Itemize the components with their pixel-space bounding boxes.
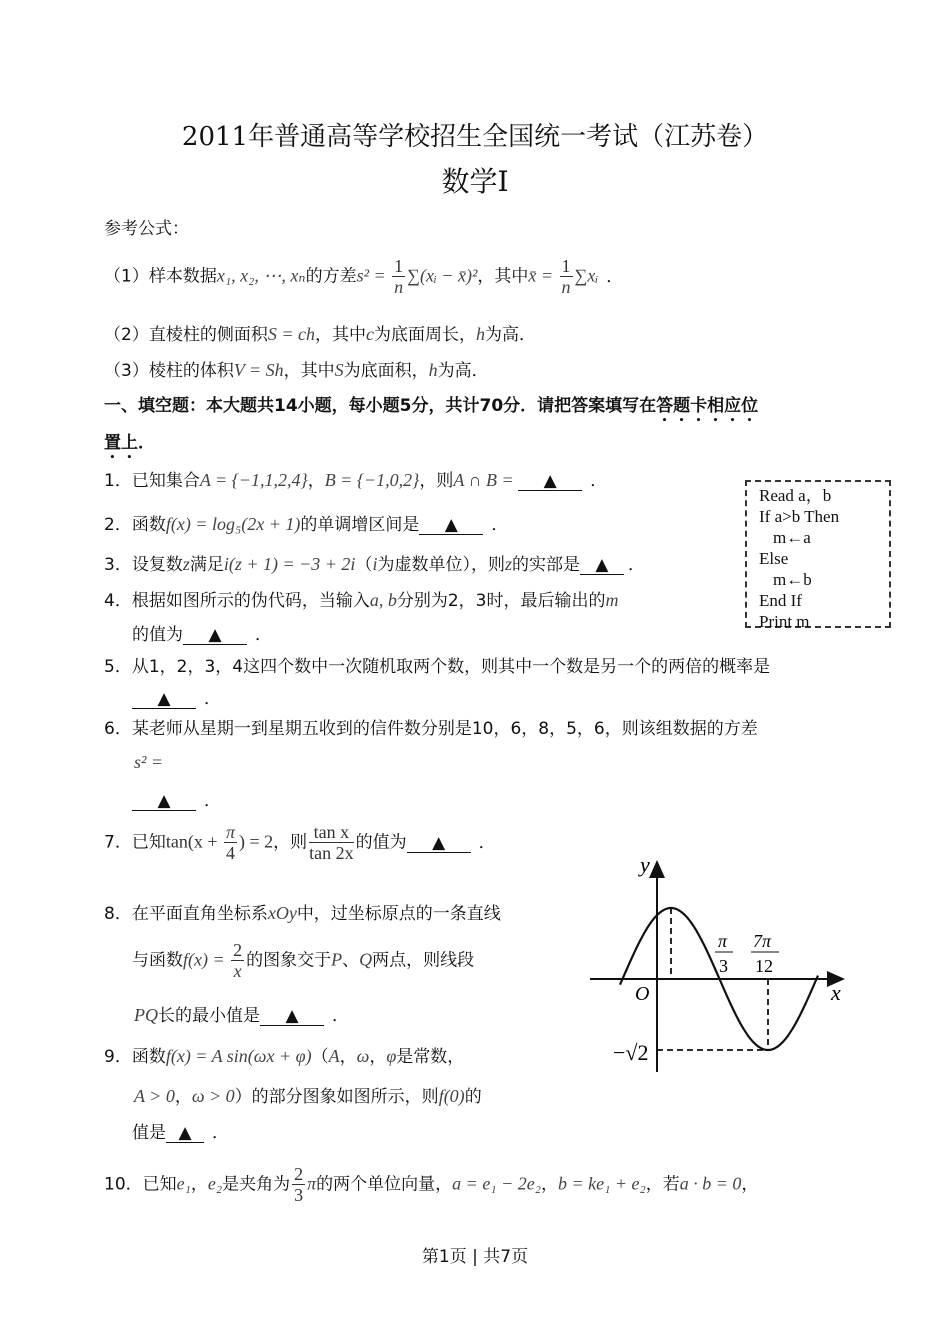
q8-text: 8．在平面直角坐标系	[104, 904, 268, 924]
page-subtitle: 数学Ⅰ	[441, 165, 509, 198]
pi-over-4	[224, 822, 237, 863]
mean-sum: ∑xᵢ	[574, 265, 599, 286]
question-4	[104, 586, 618, 611]
f-of-0: f(0)	[438, 1086, 465, 1106]
q9-text-h: 值是	[132, 1123, 166, 1143]
tick-pi-den: 3	[719, 956, 728, 976]
question-7	[104, 822, 496, 863]
var-i: i	[372, 554, 378, 574]
variance-lhs: s² =	[356, 265, 391, 286]
code-line-assign-a: m←a	[773, 528, 811, 547]
answer-blank-3[interactable]: ▲	[580, 556, 624, 575]
q9-text: 9．函数	[104, 1047, 166, 1067]
formula-3-text-c: 为底面积，	[343, 361, 429, 381]
q7-text: 7．已知	[104, 832, 166, 853]
tan-expr: tan(x +	[165, 831, 222, 852]
q3-text-d: 为虚数单位），则	[377, 555, 505, 575]
vector-a: a = e₁ − 2e₂	[452, 1173, 541, 1194]
formula-2-text-d: 为高．	[484, 325, 536, 345]
frac-den: n	[561, 277, 571, 297]
variance-symbol	[134, 752, 163, 773]
question-9-cont2	[132, 1118, 229, 1143]
formula-2-text-c: 为底面周长，	[373, 325, 476, 345]
segment-PQ: PQ	[134, 1005, 158, 1025]
formula-3	[104, 356, 489, 381]
question-6-cont	[132, 786, 221, 811]
q9-text-d: 是常数，	[396, 1047, 465, 1067]
answer-blank-8[interactable]: ▲	[260, 1007, 324, 1026]
fraction-1-over-n-2	[560, 256, 573, 297]
var-h: h	[428, 360, 438, 380]
section-1-end: ．	[138, 433, 155, 453]
formula-3-text: （3）棱柱的体积	[104, 361, 234, 381]
log-function: f(x) = log₅(2x + 1)	[165, 514, 301, 534]
function-f: f(x) =	[183, 949, 230, 970]
tan-expr-end: ) = 2	[239, 831, 274, 852]
q3-text-b: 满足	[189, 555, 224, 575]
frac-den: x	[233, 961, 242, 981]
answer-blank-4[interactable]: ▲	[183, 626, 247, 645]
code-line-read: Read a，b	[759, 486, 832, 505]
point-Q: Q	[359, 949, 373, 970]
q9-end: ．	[212, 1123, 229, 1143]
q8-text-c: 与函数	[132, 950, 183, 971]
point-P: P	[331, 949, 343, 970]
var-z: z	[182, 554, 190, 574]
q1-text-b: ，	[307, 471, 325, 491]
var-z: z	[504, 554, 512, 574]
reference-heading: 参考公式：	[104, 219, 189, 239]
answer-blank-2[interactable]: ▲	[419, 516, 483, 535]
set-A: A = {−1,1,2,4}	[199, 470, 308, 490]
frac-den: n	[394, 277, 404, 297]
frac-num: 1	[561, 256, 571, 276]
fraction-1-over-n	[392, 256, 405, 297]
q10-sep: ，	[540, 1174, 558, 1195]
q8-text-e: 两点，则线段	[372, 950, 475, 971]
vector-e1: e₁	[176, 1173, 191, 1194]
formula-2	[104, 320, 536, 345]
question-5-cont	[132, 684, 221, 709]
q9-sep: ，	[174, 1087, 192, 1107]
q3-end: ．	[627, 555, 645, 575]
q1-text: 1．已知集合	[104, 471, 200, 491]
code-line-print: Print m	[759, 612, 810, 631]
lateral-area-formula: S = ch	[267, 324, 315, 344]
set-B: B = {−1,0,2}	[324, 470, 420, 490]
frac-den: tan 2x	[309, 843, 354, 863]
question-6: 6．某老师从星期一到星期五收到的信件数分别是10，6，8，5，6，则该组数据的方差	[104, 719, 758, 739]
formula-3-text-b: ，其中	[283, 361, 335, 381]
q8-sep: 、	[342, 950, 360, 971]
two-thirds	[292, 1164, 305, 1205]
q4-text-b: 分别为2，3时，最后输出的	[396, 591, 606, 611]
answer-blank-7[interactable]: ▲	[407, 834, 471, 853]
tick-7pi-num: 7π	[753, 931, 772, 951]
q8-text-f: 长的最小值是	[158, 1006, 260, 1026]
question-4-cont	[132, 620, 272, 645]
formula-2-text-b: ，其中	[314, 325, 366, 345]
section-1-heading	[104, 391, 758, 426]
q9-text-b: （	[311, 1047, 329, 1067]
q1-end: ．	[590, 471, 608, 491]
question-8-cont2	[134, 1001, 349, 1026]
formula-1-end: ．	[606, 266, 624, 287]
q10-sep: ，	[190, 1174, 208, 1195]
vars-ab: a, b	[369, 590, 397, 610]
cond-omega: ω > 0	[191, 1086, 235, 1106]
code-line-else: Else	[759, 549, 789, 568]
q8-text-d: 的图象交于	[246, 950, 332, 971]
var-S: S	[334, 360, 344, 380]
volume-formula: V = Sh	[233, 360, 284, 380]
q9-sep: ，	[369, 1047, 387, 1067]
q9-sep: ，	[339, 1047, 357, 1067]
formula-1	[104, 256, 623, 297]
var-m: m	[605, 590, 619, 610]
frac-num: 2	[294, 1164, 304, 1184]
q4-text-c: 的值为	[132, 625, 183, 645]
page-title: 2011年普通高等学校招生全国统一考试（江苏卷）	[181, 122, 769, 152]
var-h: h	[475, 324, 485, 344]
q10-text-c: 是夹角为	[222, 1174, 291, 1195]
q3-text: 3．设复数	[104, 555, 183, 575]
question-9-cont	[134, 1082, 482, 1107]
code-line-if: If a>b Then	[759, 507, 840, 526]
sine-graph	[585, 850, 855, 1080]
q8-text-b: 中，过坐标原点的一条直线	[296, 904, 501, 924]
q7-end: ．	[478, 832, 496, 853]
q1-text-c: ，则	[419, 471, 454, 491]
vector-b: b = ke₁ + e₂	[557, 1173, 646, 1194]
question-2	[104, 510, 508, 535]
formula-1-vars: x₁, x₂, ⋯, xₙ	[216, 265, 306, 286]
frac-num: 2	[233, 940, 243, 960]
page-footer: 第1页 | 共7页	[421, 1247, 529, 1267]
q6-end: ．	[204, 791, 221, 811]
q2-text-b: 的单调增区间是	[300, 515, 420, 535]
var-phi: φ	[386, 1046, 397, 1066]
question-10	[104, 1164, 758, 1205]
min-value-label: −√2	[613, 1040, 649, 1065]
question-3	[104, 550, 645, 575]
q2-end: ．	[491, 515, 509, 535]
code-line-assign-b: m←b	[773, 570, 812, 589]
q2-text: 2．函数	[104, 515, 166, 535]
frac-num: 1	[394, 256, 404, 276]
section-1-text: 一、填空题：本大题共14小题，每小题5分，共计70分．请把答案填写在	[104, 396, 657, 416]
variance-sum: ∑(xᵢ − x̄)²	[407, 265, 478, 286]
question-8	[104, 899, 501, 924]
q4-end: ．	[255, 625, 272, 645]
question-9	[104, 1042, 464, 1067]
q8-end: ．	[332, 1006, 349, 1026]
question-8-cont	[132, 940, 474, 981]
q3-text-e: 的实部是	[511, 555, 580, 575]
tick-pi-num: π	[718, 931, 728, 951]
q4-text: 4．根据如图所示的伪代码，当输入	[104, 591, 370, 611]
question-5: 5．从1，2，3，4这四个数中一次随机取两个数，则其中一个数是另一个的两倍的概率是	[104, 657, 771, 677]
section-1-emphasis-2: 置上	[104, 433, 138, 453]
formula-3-text-d: 为高．	[437, 361, 489, 381]
x-axis-label: x	[831, 980, 841, 1005]
answer-blank-1[interactable]: ▲	[518, 472, 582, 491]
section-1-heading-cont	[104, 428, 155, 463]
section-1-emphasis: 答题卡相应位	[656, 396, 759, 416]
q10-text: 10．已知	[104, 1174, 177, 1195]
formula-2-text: （2）直棱柱的侧面积	[104, 325, 268, 345]
dot-product: a · b = 0	[679, 1173, 742, 1194]
question-1	[104, 466, 607, 491]
mean-lhs: x̄ =	[528, 265, 558, 286]
pseudocode-box	[745, 480, 891, 631]
s-squared: s² =	[134, 752, 164, 772]
var-omega: ω	[356, 1046, 370, 1066]
frac-num: π	[225, 822, 235, 842]
q7-text-b: ，则	[273, 832, 308, 853]
q9-text-e: ）的部分图象如图所示，则	[234, 1087, 439, 1107]
vector-e2: e₂	[207, 1173, 223, 1194]
q10-end: ，	[741, 1174, 759, 1195]
formula-1-text-c: ，其中	[477, 266, 529, 287]
answer-blank-6[interactable]: ▲	[132, 792, 196, 811]
intersection: A ∩ B =	[453, 470, 519, 490]
coord-system: xOy	[267, 903, 297, 923]
frac-num: tan x	[309, 822, 354, 843]
formula-1-text: （1）样本数据	[104, 266, 217, 287]
tan-ratio	[309, 822, 354, 863]
frac-den: 4	[225, 843, 235, 863]
formula-1-text-b: 的方差	[305, 266, 357, 287]
origin-label: O	[635, 983, 650, 1005]
cond-A: A > 0	[134, 1086, 175, 1106]
complex-equation: i(z + 1) = −3 + 2i	[223, 554, 356, 574]
frac-den: 3	[294, 1185, 304, 1205]
q10-text-d: 的两个单位向量，	[316, 1174, 453, 1195]
q5-end: ．	[204, 689, 221, 709]
y-axis-label: y	[640, 852, 650, 877]
code-line-endif: End If	[759, 591, 802, 610]
answer-blank-5[interactable]: ▲	[132, 690, 196, 709]
q9-text-g: 的	[464, 1087, 482, 1107]
q3-text-c: （	[355, 555, 373, 575]
var-A: A	[328, 1046, 340, 1066]
sine-function: f(x) = A sin(ωx + φ)	[165, 1046, 312, 1066]
answer-blank-9[interactable]: ▲	[166, 1124, 204, 1143]
q10-text-f: ，若	[645, 1174, 680, 1195]
q7-text-c: 的值为	[355, 832, 407, 853]
var-c: c	[365, 324, 374, 344]
tick-7pi-den: 12	[755, 956, 773, 976]
pi-symbol: π	[307, 1173, 317, 1194]
two-over-x	[231, 940, 244, 981]
